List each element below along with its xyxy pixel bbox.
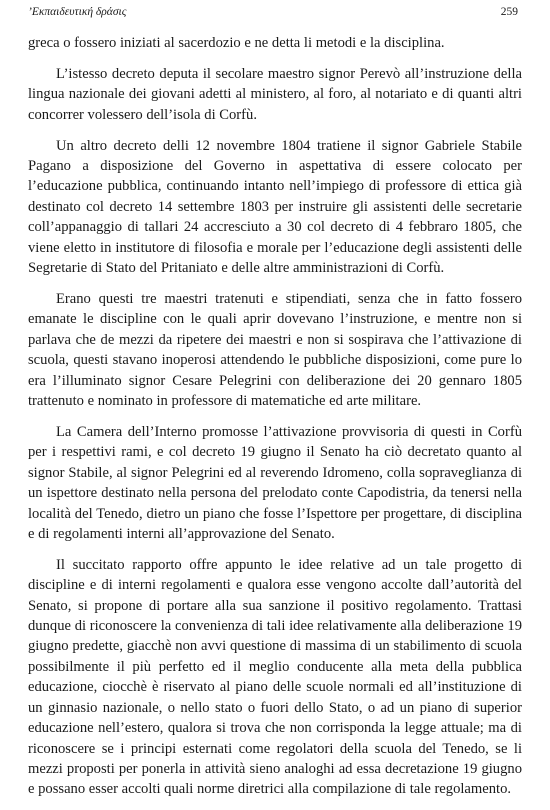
body-text xyxy=(28,33,522,810)
page-header xyxy=(28,4,518,20)
page-number: 259 xyxy=(500,6,518,18)
paragraph: Erano questi tre maestri tratenuti e stipendiati, senza che in fatto fossero emanate le discipline con le quali aprir dovevano l’instruzione, e mentre non si parlava che de mezzi da ripetere dei maestri e non si sospirava che l’attivazione di scuola, questi stavano inoperosi attendendo le pubbliche disposizioni, come pure lo era l’illuminato signor Cesare Pelegrini con deliberazione dei 20 gennaro 1805 trattenuto e nominato in professore di matematiche ed arte militare. xyxy=(28,290,522,409)
running-title: ’Εκπαιδευτική δράσις xyxy=(28,6,127,18)
paragraph: Il succitato rapporto offre appunto le idee relative ad un tale progetto di discipline e di interni regolamenti e qualora esse vengono accolte dall’autorità del Senato, si propone di portare alla sua sanzione il positivo regolamento. Trattasi dunque di riconoscere la convenienza di tali idee relativamente alla deliberazione 19 giugno predette, giacchè non avvi questione di massima di un stabilimento di scuola possibilmente il più perfetto ed il meglio conducente alla meta della pubblica educazione, ciocchè è riservato al piano delle scuole normali ed all’instituzione di un ginnasio nazionale, o nello stato o fuori dello Stato, o ad un piano di superior educazione nell’estero, qualora si trova che non corrisponda la legge attuale; ma di riconoscere se i principi esternati come regolatori della scuola del Tenedo, se li mezzi proposti per ponerla in attività sieno analoghi ad essa decretazione 19 giugno e possano esser accolti quali norme diretrici alla compilazione di tale regolamento. xyxy=(28,556,522,798)
paragraph: Un altro decreto delli 12 novembre 1804 tratiene il signor Gabriele Stabile Pagano a disposizione del Governo in aspettativa di essere colocato per l’educazione pubblica, continuando intanto nell’impiego di professore di ettica già destinato col decreto 14 settembre 1803 per instruire gli assistenti delle secretarie coll’appanaggio di tallari 24 accresciuto a 30 col decreto di 4 febbraro 1805, che viene eletto in institutore di filosofia e morale per l’educazione degli assistenti delle Segretarie di Stato del Pritaniato e delle altre amministrazioni di Corfù. xyxy=(28,137,522,277)
paragraph-continued: greca o fossero iniziati al sacerdozio e ne detta li metodi e la disciplina. xyxy=(28,35,445,51)
paragraph: La Camera dell’Interno promosse l’attivazione provvisoria di questi in Corfù per i respettivi rami, e col decreto 19 giugno il Senato ha ciò decretato quanto al signor Stabile, al signor Pelegrini ed al reverendo Idromeno, colla sopraveglianza di un ispettore destinato nella persona del prelodato conte Capodistria, da tenersi nella località del Tenedo, dietro un piano che fosse l’Ispettore per progettare, di disciplina e di regolamenti interni all’approvazione del Senato. xyxy=(28,423,522,542)
paragraph: L’istesso decreto deputa il secolare maestro signor Perevò all’instruzione della lingua nazionale dei giovani adetti al ministero, al foro, al notariato e di quanti altri concorrer volessero dell’isola di Corfù. xyxy=(28,65,522,123)
